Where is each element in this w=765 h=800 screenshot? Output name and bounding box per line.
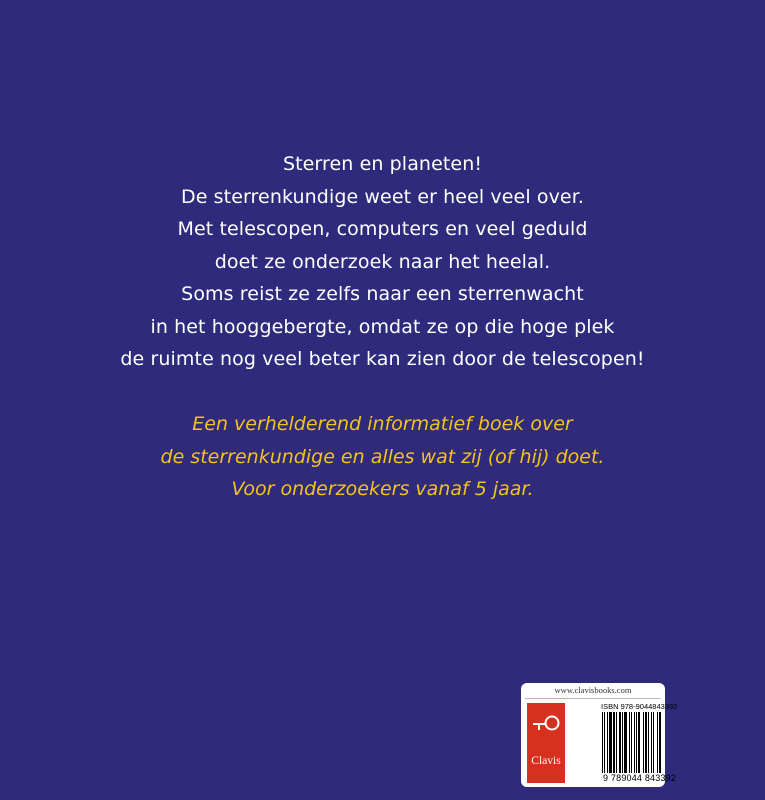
barcode-bar — [651, 712, 652, 773]
barcode-bar — [619, 712, 621, 773]
barcode-bar — [602, 712, 603, 773]
ean-number: 9 789044 843392 — [603, 773, 677, 783]
barcode — [602, 712, 662, 773]
barcode-bar — [624, 712, 627, 773]
publisher-url: www.clavisbooks.com — [554, 685, 632, 695]
isbn-text: ISBN 978-9044843392 — [601, 702, 678, 711]
barcode-bar — [634, 712, 635, 773]
publisher-barcode-box — [521, 683, 678, 787]
tagline-line: de sterrenkundige en alles wat zij (of hij) doet. — [160, 445, 605, 468]
barcode-bar — [604, 712, 605, 773]
barcode-bar — [643, 712, 644, 773]
blurb-line: de ruimte nog veel beter kan zien door de telescopen! — [120, 348, 645, 370]
tagline-line: Voor onderzoekers vanaf 5 jaar. — [231, 478, 534, 500]
barcode-bar — [657, 712, 658, 773]
tagline-text — [0, 408, 765, 506]
publisher-logo-text: Clavis — [531, 755, 561, 767]
blurb-line: Met telescopen, computers en veel geduld — [177, 218, 588, 240]
blurb-line: De sterrenkundige weet er heel veel over. — [180, 185, 585, 208]
barcode-bar — [607, 712, 608, 773]
blurb-line: in het hooggebergte, omdat ze op die hoge plek — [150, 315, 615, 338]
blurb-line: Sterren en planeten! — [282, 153, 483, 175]
barcode-bar — [659, 712, 661, 773]
barcode-bar — [622, 712, 623, 773]
barcode-bar — [636, 712, 637, 773]
barcode-bar — [653, 712, 654, 773]
barcode-bar — [609, 712, 612, 773]
blurb-line: Soms reist ze zelfs naar een sterrenwacht — [181, 283, 584, 305]
barcode-bar — [616, 712, 617, 773]
blurb-text — [0, 148, 765, 376]
barcode-bar — [631, 712, 632, 773]
blurb-line: doet ze onderzoek naar het heelal. — [214, 250, 551, 273]
tagline-line: Een verhelderend informatief boek over — [192, 413, 573, 435]
barcode-bar — [645, 712, 647, 773]
key-icon — [531, 712, 561, 734]
divider — [525, 698, 661, 699]
barcode-bar — [638, 712, 640, 773]
barcode-bar — [613, 712, 615, 773]
barcode-bar — [629, 712, 630, 773]
barcode-bar — [648, 712, 649, 773]
publisher-logo — [527, 703, 565, 783]
